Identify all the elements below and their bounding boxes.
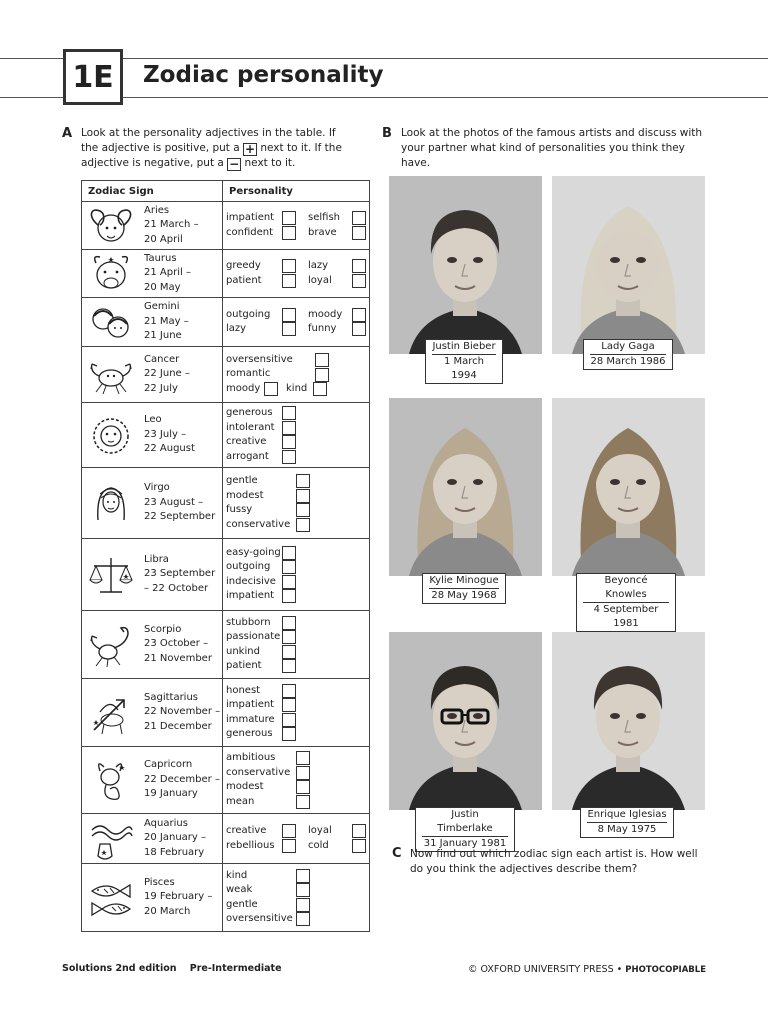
adjective-line xyxy=(226,211,366,226)
adjective-line xyxy=(226,421,366,436)
personality-cell xyxy=(223,202,370,250)
sign-date: 21 November xyxy=(144,652,212,664)
sign-name: Capricorn xyxy=(144,759,193,771)
adjective: patient xyxy=(226,274,262,286)
table-row-gemini xyxy=(82,298,370,347)
sign-date: 23 October – xyxy=(144,638,209,650)
personality-cell xyxy=(223,250,370,298)
adjective: mean xyxy=(226,795,255,807)
adjective-line xyxy=(226,382,366,397)
adjective: funny xyxy=(308,323,337,334)
artist-caption xyxy=(425,339,503,384)
adjective-line xyxy=(226,684,366,699)
sign-date: 21 June xyxy=(144,330,182,342)
sign-date: 22 July xyxy=(144,382,178,394)
section-c-letter: C xyxy=(392,846,402,861)
sign-name: Virgo xyxy=(144,482,170,494)
adjective-line xyxy=(226,489,366,504)
footer-copyright-text: © OXFORD UNIVERSITY PRESS • xyxy=(468,964,626,975)
section-c-line: Now find out which zodiac sign each artist is. How well xyxy=(410,848,698,860)
zodiac-sign-cell xyxy=(82,814,223,864)
table-row-aquarius xyxy=(82,814,370,864)
adjective: modest xyxy=(226,489,264,501)
answer-box[interactable] xyxy=(282,226,296,240)
artist-caption xyxy=(583,339,673,370)
artist-name: Justin Timberlake xyxy=(437,809,493,834)
answer-box[interactable] xyxy=(282,839,296,853)
answer-box[interactable] xyxy=(282,659,296,673)
answer-box[interactable] xyxy=(282,259,296,273)
adjective-line xyxy=(226,869,366,884)
sign-date: 22 June – xyxy=(144,368,190,380)
adjective: indecisive xyxy=(226,575,276,587)
answer-box[interactable] xyxy=(313,382,327,396)
adjective: outgoing xyxy=(226,561,271,572)
sign-date: 23 September xyxy=(144,568,216,580)
answer-box[interactable] xyxy=(296,474,310,488)
artist-birthdate: 28 March 1986 xyxy=(590,356,666,367)
answer-box[interactable] xyxy=(282,421,296,435)
artist-caption xyxy=(415,807,515,852)
adjective: modest xyxy=(226,781,264,792)
adjective: weak xyxy=(226,884,253,895)
adjective: kind xyxy=(286,382,308,394)
header-personality: Personality xyxy=(223,181,370,202)
adjective-line xyxy=(226,713,366,728)
sign-date: 19 February – xyxy=(144,891,213,903)
plus-symbol: + xyxy=(244,142,256,156)
answer-box[interactable] xyxy=(282,698,296,712)
answer-box[interactable] xyxy=(282,322,296,336)
personality-cell xyxy=(223,298,370,347)
unit-badge: 1E xyxy=(63,49,123,105)
adjective-line xyxy=(226,322,366,337)
adjective: oversensitive xyxy=(226,353,293,365)
sign-name: Cancer xyxy=(144,353,180,365)
artist-photo xyxy=(552,632,705,810)
answer-box[interactable] xyxy=(296,751,310,765)
adjective: moody xyxy=(226,382,261,394)
answer-box[interactable] xyxy=(296,869,310,883)
answer-box[interactable] xyxy=(282,727,296,741)
answer-box[interactable] xyxy=(296,766,310,780)
sign-date: 21 April – xyxy=(144,267,191,279)
artist-name: Beyoncé Knowles xyxy=(604,575,648,600)
adjective: conservative xyxy=(226,766,291,778)
sign-date: 22 November – xyxy=(144,706,221,718)
sign-date: 23 August – xyxy=(144,496,204,508)
adjective-line xyxy=(226,546,366,561)
answer-box[interactable] xyxy=(282,824,296,838)
adjective: arrogant xyxy=(226,450,269,462)
answer-box[interactable] xyxy=(282,645,296,659)
page-title: Zodiac personality xyxy=(143,62,384,88)
section-b-line: Look at the photos of the famous artists and discuss with xyxy=(401,127,703,139)
answer-box[interactable] xyxy=(282,684,296,698)
sign-date: 20 January – xyxy=(144,832,206,844)
answer-box[interactable] xyxy=(282,435,296,449)
answer-box[interactable] xyxy=(352,226,366,240)
pisces-icon xyxy=(86,875,136,921)
adjective-line xyxy=(226,766,366,781)
artist-birthdate: 1 March 1994 xyxy=(432,354,496,383)
minus-symbol: − xyxy=(229,157,240,171)
section-a-line xyxy=(81,156,371,171)
answer-box[interactable] xyxy=(296,780,310,794)
capricorn-icon xyxy=(86,757,136,803)
section-b-line: have. xyxy=(401,157,431,169)
sign-name: Sagittarius xyxy=(144,691,199,703)
answer-box[interactable] xyxy=(282,575,296,589)
zodiac-sign-cell xyxy=(82,298,223,347)
artist-birthdate: 28 May 1968 xyxy=(429,588,499,603)
answer-box[interactable] xyxy=(296,795,310,809)
adjective-line xyxy=(226,727,366,742)
sign-name: Libra xyxy=(144,553,169,565)
adjective-line xyxy=(226,274,366,289)
adjective: gentle xyxy=(226,475,258,486)
sign-date: 19 January xyxy=(144,788,198,800)
table-row-taurus xyxy=(82,250,370,298)
adjective-line xyxy=(226,698,366,713)
zodiac-sign-cell xyxy=(82,202,223,250)
adjective: impatient xyxy=(226,212,275,223)
footer-edition: Solutions 2nd edition Pre-Intermediate xyxy=(62,963,282,974)
zodiac-sign-cell xyxy=(82,611,223,679)
section-a-letter: A xyxy=(62,126,73,141)
libra-icon xyxy=(86,552,136,598)
sign-name: Taurus xyxy=(144,252,177,264)
answer-box[interactable] xyxy=(352,211,366,225)
adjective: impatient xyxy=(226,590,275,601)
answer-box[interactable] xyxy=(296,883,310,897)
sign-date: 21 March – xyxy=(144,219,199,231)
artist-photo xyxy=(389,398,542,576)
adjective: loyal xyxy=(308,825,332,836)
adjective-line xyxy=(226,589,366,604)
adjective: honest xyxy=(226,684,261,696)
answer-box[interactable] xyxy=(296,503,310,517)
sign-date: – 22 October xyxy=(144,582,209,594)
adjective-line xyxy=(226,474,366,489)
adjective-line xyxy=(226,645,366,660)
gemini-icon xyxy=(86,299,136,345)
sign-name: Scorpio xyxy=(144,623,182,635)
personality-cell xyxy=(223,611,370,679)
zodiac-sign-cell xyxy=(82,468,223,539)
adjective: conservative xyxy=(226,518,291,530)
adjective-line xyxy=(226,630,366,645)
aries-icon xyxy=(86,203,136,249)
adjective: creative xyxy=(226,825,267,836)
adjective-line xyxy=(226,795,366,810)
adjective: immature xyxy=(226,713,275,725)
taurus-icon xyxy=(86,251,136,297)
section-b-instructions xyxy=(401,126,721,171)
artist-birthdate: 4 September 1981 xyxy=(583,602,669,631)
adjective-line xyxy=(226,353,366,368)
section-a-text: the adjective is positive, put a xyxy=(81,142,240,154)
answer-box[interactable] xyxy=(282,308,296,322)
adjective-line xyxy=(226,751,366,766)
artist-caption xyxy=(422,573,506,604)
adjective-line xyxy=(226,575,366,590)
artist-caption xyxy=(576,573,676,632)
personality-cell xyxy=(223,814,370,864)
adjective: kind xyxy=(226,869,248,881)
adjective: impatient xyxy=(226,699,275,710)
section-c-instructions xyxy=(410,847,730,877)
answer-box[interactable] xyxy=(282,546,296,560)
sign-date: 20 April xyxy=(144,233,183,245)
adjective: stubborn xyxy=(226,616,271,628)
sign-date: 21 May – xyxy=(144,315,189,327)
sign-date: 22 December – xyxy=(144,773,220,785)
adjective-line xyxy=(226,435,366,450)
sign-date: 23 July – xyxy=(144,428,187,440)
answer-box[interactable] xyxy=(282,616,296,630)
sign-date: 22 August xyxy=(144,443,195,455)
adjective: confident xyxy=(226,226,274,238)
zodiac-sign-cell xyxy=(82,679,223,747)
sign-name: Pisces xyxy=(144,876,175,888)
adjective: rebellious xyxy=(226,839,275,851)
answer-box[interactable] xyxy=(282,630,296,644)
adjective-line xyxy=(226,898,366,913)
artist-photo xyxy=(552,176,705,354)
answer-box[interactable] xyxy=(296,518,310,532)
adjective: romantic xyxy=(226,368,271,380)
artist-name: Lady Gaga xyxy=(601,341,655,352)
answer-box[interactable] xyxy=(282,713,296,727)
artist-caption xyxy=(580,807,674,838)
table-row-leo xyxy=(82,403,370,468)
adjective-line xyxy=(226,406,366,421)
table-row-capricorn xyxy=(82,747,370,814)
zodiac-sign-cell xyxy=(82,539,223,611)
personality-cell xyxy=(223,403,370,468)
header-zodiac-sign: Zodiac Sign xyxy=(82,181,223,202)
adjective: lazy xyxy=(226,323,247,334)
sign-name: Gemini xyxy=(144,301,180,313)
answer-box[interactable] xyxy=(282,211,296,225)
adjective: lazy xyxy=(308,260,329,271)
artist-photo xyxy=(389,632,542,810)
answer-box[interactable] xyxy=(352,259,366,273)
section-a-line xyxy=(81,141,371,156)
adjective-line xyxy=(226,912,366,927)
table-row-pisces xyxy=(82,864,370,932)
sagittarius-icon xyxy=(86,690,136,736)
zodiac-table xyxy=(81,180,370,932)
artist-birthdate: 31 January 1981 xyxy=(423,838,507,849)
adjective: creative xyxy=(226,436,267,447)
adjective: moody xyxy=(308,308,343,320)
adjective: patient xyxy=(226,660,262,671)
artist-photo xyxy=(389,176,542,354)
answer-box[interactable] xyxy=(282,274,296,288)
zodiac-sign-cell xyxy=(82,747,223,814)
section-a-text: next to it. xyxy=(244,157,296,169)
sign-name: Leo xyxy=(144,414,162,426)
adjective-line xyxy=(226,308,366,323)
answer-box[interactable] xyxy=(296,898,310,912)
sign-date: 20 March xyxy=(144,905,191,917)
adjective-line xyxy=(226,259,366,274)
adjective: fussy xyxy=(226,504,253,515)
adjective-line xyxy=(226,503,366,518)
adjective-line xyxy=(226,367,366,382)
adjective: intolerant xyxy=(226,421,275,433)
answer-box[interactable] xyxy=(296,912,310,926)
answer-box[interactable] xyxy=(282,450,296,464)
aquarius-icon xyxy=(86,816,136,862)
adjective: outgoing xyxy=(226,308,271,320)
adjective: generous xyxy=(226,407,273,418)
answer-box[interactable] xyxy=(282,406,296,420)
adjective: greedy xyxy=(226,260,261,271)
personality-cell xyxy=(223,864,370,932)
adjective: gentle xyxy=(226,898,258,910)
adjective: ambitious xyxy=(226,752,276,763)
answer-box[interactable] xyxy=(352,308,366,322)
personality-cell xyxy=(223,468,370,539)
answer-box[interactable] xyxy=(282,560,296,574)
adjective: loyal xyxy=(308,274,332,286)
adjective: oversensitive xyxy=(226,913,293,924)
sign-date: 21 December xyxy=(144,720,212,732)
footer-photocopiable: PHOTOCOPIABLE xyxy=(625,965,706,975)
section-a-text: adjective is negative, put a xyxy=(81,157,224,169)
answer-box[interactable] xyxy=(352,824,366,838)
answer-box[interactable] xyxy=(352,322,366,336)
adjective: selfish xyxy=(308,212,340,223)
table-row-sagittarius xyxy=(82,679,370,747)
adjective: cold xyxy=(308,839,329,851)
adjective: passionate xyxy=(226,631,281,642)
personality-cell xyxy=(223,347,370,403)
artist-birthdate: 8 May 1975 xyxy=(587,822,667,837)
sign-date: 22 September xyxy=(144,511,216,523)
answer-box[interactable] xyxy=(352,839,366,853)
section-b-line: your partner what kind of personalities you think they xyxy=(401,142,685,154)
table-row-scorpio xyxy=(82,611,370,679)
artist-photo xyxy=(552,398,705,576)
adjective-line xyxy=(226,226,366,241)
section-a-text: next to it. If the xyxy=(260,142,342,154)
artist-name: Enrique Iglesias xyxy=(587,809,667,820)
adjective-line xyxy=(226,560,366,575)
table-row-aries xyxy=(82,202,370,250)
sign-date: 18 February xyxy=(144,846,205,858)
section-a-instructions xyxy=(81,126,371,171)
table-header-row xyxy=(82,181,370,202)
section-c-line: do you think the adjectives describe them? xyxy=(410,863,638,875)
personality-cell xyxy=(223,747,370,814)
footer-copyright xyxy=(468,964,706,975)
sign-name: Aries xyxy=(144,204,170,216)
table-row-libra xyxy=(82,539,370,611)
adjective-line xyxy=(226,518,366,533)
adjective-line xyxy=(226,616,366,631)
personality-cell xyxy=(223,679,370,747)
answer-box[interactable] xyxy=(352,274,366,288)
artist-name: Kylie Minogue xyxy=(429,575,499,586)
answer-box[interactable] xyxy=(264,382,278,396)
adjective: brave xyxy=(308,226,337,238)
zodiac-sign-cell xyxy=(82,403,223,468)
answer-box[interactable] xyxy=(315,368,329,382)
sign-date: 20 May xyxy=(144,281,181,293)
scorpio-icon xyxy=(86,622,136,668)
leo-icon xyxy=(86,412,136,458)
sign-name: Aquarius xyxy=(144,817,188,829)
section-b-letter: B xyxy=(382,126,392,141)
answer-box[interactable] xyxy=(296,489,310,503)
table-row-virgo xyxy=(82,468,370,539)
zodiac-sign-cell xyxy=(82,250,223,298)
adjective-line xyxy=(226,824,366,839)
adjective: generous xyxy=(226,728,273,739)
adjective-line xyxy=(226,883,366,898)
table-row-cancer xyxy=(82,347,370,403)
adjective-line xyxy=(226,780,366,795)
zodiac-sign-cell xyxy=(82,347,223,403)
artist-name: Justin Bieber xyxy=(432,341,496,352)
answer-box[interactable] xyxy=(315,353,329,367)
adjective-line xyxy=(226,839,366,854)
adjective: unkind xyxy=(226,645,260,657)
section-a-line: Look at the personality adjectives in the table. If xyxy=(81,127,336,139)
answer-box[interactable] xyxy=(282,589,296,603)
adjective-line xyxy=(226,659,366,674)
adjective: easy-going xyxy=(226,546,281,558)
personality-cell xyxy=(223,539,370,611)
cancer-icon xyxy=(86,352,136,398)
adjective-line xyxy=(226,450,366,465)
zodiac-sign-cell xyxy=(82,864,223,932)
virgo-icon xyxy=(86,480,136,526)
